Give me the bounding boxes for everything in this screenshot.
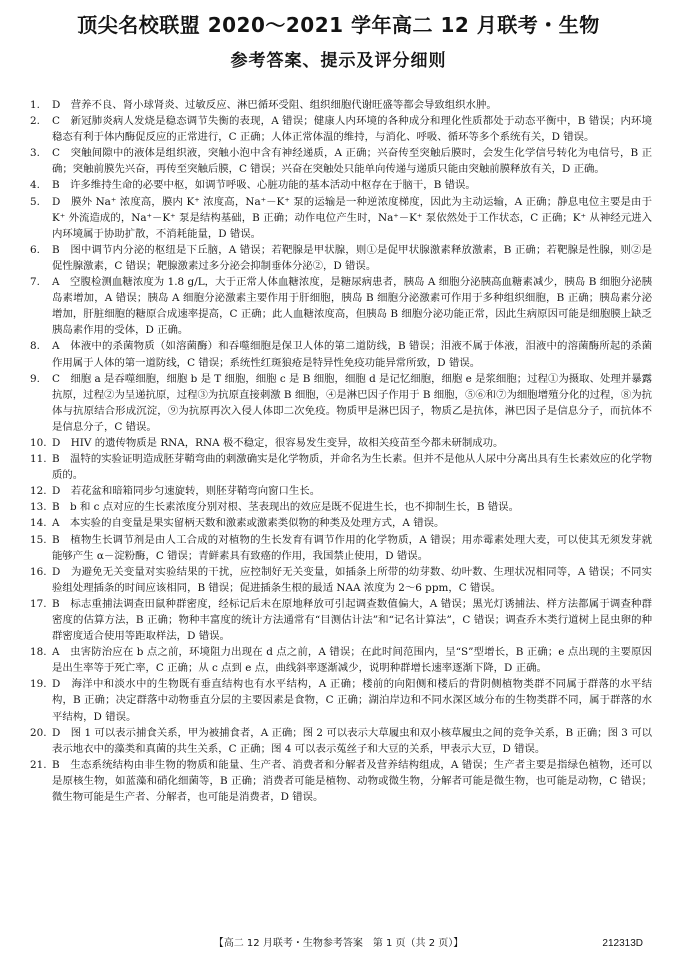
answer-text: B 植物生长调节剂是由人工合成的对植物的生长发育有调节作用的化学物质，A 错误；用赤霉素处理大麦，可以使其无须发芽就能够产生 α－淀粉酶，C 错误；青鲜素具有致癌的作用，我国禁止使用，D 错误。 <box>52 533 652 562</box>
answer-text: C 细胞 a 是吞噬细胞，细胞 b 是 T 细胞，细胞 c 是 B 细胞，细胞 d 是记忆细胞，细胞 e 是浆细胞；过程①为摄取、处理并暴露抗原，过程②为呈递抗原，过程③为抗原直接刺激 B 细胞，④是淋巴因子作用于 B 细胞，⑤⑥和⑦为细胞增殖分化的过程，⑧为抗体与抗原结合形成沉淀，⑨为抗原再次入侵人体即二次免疫。物质甲是淋巴因子，物质乙是抗体，淋巴因子是信息分子，而抗体不是信息分子，C 错误。 <box>52 372 652 433</box>
page-footer <box>0 936 677 952</box>
answer-number: 19. <box>30 678 47 691</box>
answer-item <box>30 194 652 242</box>
answer-number: 7. <box>30 276 40 289</box>
answer-text: A 体液中的杀菌物质（如溶菌酶）和吞噬细胞是保卫人体的第二道防线，B 错误；泪液不属于体液，泪液中的溶菌酶所起的杀菌作用属于人体的第一道防线，C 错误；系统性红斑狼疮是特异性免疫功能异常所致，D 错误。 <box>52 340 652 369</box>
answer-number: 17. <box>30 597 47 610</box>
answer-number: 3. <box>30 147 40 160</box>
answer-text: B 许多维持生命的必要中枢，如调节呼吸、心脏功能的基本活动中枢存在于脑干，B 错误。 <box>52 179 476 192</box>
answer-text: B b 和 c 点对应的生长素浓度分别对根、茎表现出的效应是既不促进生长，也不抑制生长，B 错误。 <box>52 501 519 514</box>
answer-item <box>30 242 652 274</box>
answer-text: C 突触间隙中的液体是组织液，突触小泡中含有神经递质，A 正确；兴奋传至突触后膜时，会发生化学信号转化为电信号，B 正确；突触前膜先兴奋，再传至突触后膜，C 错误；兴奋在突触处只能单向传递与递质只能由突触前膜释放有关，D 正确。 <box>52 147 652 176</box>
answer-number: 18. <box>30 646 47 659</box>
answer-number: 8. <box>30 340 40 353</box>
answer-item <box>30 515 652 531</box>
answer-item <box>30 499 652 515</box>
answer-text: A 虫害防治应在 b 点之前，环境阻力出现在 d 点之前，A 错误；在此时间范围内，呈“S”型增长，B 正确；e 点出现的主要原因是出生率等于死亡率，C 正确；从 c 点到 e 点，曲线斜率逐渐减少，说明种群增长速率逐渐下降，D 正确。 <box>52 646 652 675</box>
answer-item <box>30 371 652 435</box>
footer-document-code: 212313D <box>602 938 643 949</box>
answer-number: 10. <box>30 436 47 449</box>
answer-number: 21. <box>30 758 47 771</box>
answer-item <box>30 274 652 338</box>
answer-text: D 若花盆和暗箱同步匀速旋转，则胚芽鞘弯向窗口生长。 <box>52 485 321 498</box>
answer-item <box>30 483 652 499</box>
answer-item <box>30 113 652 145</box>
answer-number: 5. <box>30 195 40 208</box>
answer-number: 6. <box>30 243 40 256</box>
answer-text: B 图中调节内分泌的枢纽是下丘脑，A 错误；若靶腺是甲状腺，则①是促甲状腺激素释放激素，B 正确；若靶腺是性腺，则②是促性腺激素，C 错误；靶腺激素过多分泌会抑制垂体分泌②，D 错误。 <box>52 243 652 272</box>
answer-number: 14. <box>30 517 47 530</box>
answer-text: D HIV 的遗传物质是 RNA，RNA 极不稳定，很容易发生变异，故相关疫苗至今都未研制成功。 <box>52 436 504 449</box>
answer-list <box>30 97 652 805</box>
answer-number: 9. <box>30 372 40 385</box>
answer-number: 15. <box>30 533 47 546</box>
answer-text: C 新冠肺炎病人发烧是稳态调节失衡的表现，A 错误；健康人内环境的各种成分和理化性质都处于动态平衡中，B 错误；内环境稳态有利于体内酶促反应的正常进行，C 正确；人体正常体温的维持，与消化、呼吸、循环等多个系统有关，D 错误。 <box>52 115 652 144</box>
answer-item <box>30 757 652 805</box>
answer-text: B 标志重捕法调查田鼠种群密度，经标记后未在原地释放可引起调查数值偏大，A 错误；黑光灯诱捕法、样方法都属于调查种群密度的估算方法，B 正确；物种丰富度的统计方法通常有“目测估计法”和“记名计算法”，C 错误；调查乔木类行道树上昆虫卵的种群密度适合使用等距取样法，D 错误。 <box>52 597 652 643</box>
answer-text: D 为避免无关变量对实验结果的干扰，应控制好无关变量，如插条上所带的幼芽数、幼叶数、生理状况相同等，A 错误；不同实验组处理插条的时间应该相同，B 错误；促进插条生根的最适 NAA 浓度为 2～6 ppm，C 错误。 <box>52 565 652 594</box>
answer-item <box>30 644 652 676</box>
answer-number: 2. <box>30 115 40 128</box>
answer-number: 11. <box>30 453 47 466</box>
answer-text: B 生态系统结构由非生物的物质和能量、生产者、消费者和分解者及营养结构组成，A 错误；生产者主要是指绿色植物，还可以是原核生物，如蓝藻和硝化细菌等，B 正确；消费者可能是植物、动物或微生物，分解者可能是微生物，也可能是动物，C 错误；微生物可能是生产者、分解者，也可能是消费者，D 错误。 <box>52 758 652 804</box>
answer-number: 13. <box>30 501 47 514</box>
answer-number: 4. <box>30 179 40 192</box>
answer-number: 20. <box>30 726 47 739</box>
answer-item <box>30 532 652 564</box>
answer-number: 1. <box>30 99 40 111</box>
answer-item <box>30 97 652 113</box>
answer-item <box>30 338 652 370</box>
answer-item <box>30 435 652 451</box>
answer-item <box>30 177 652 193</box>
answer-item <box>30 596 652 644</box>
answer-item <box>30 676 652 724</box>
answer-text: A 本实验的自变量是果实留柄天数和激素或激素类似物的种类及处理方式，A 错误。 <box>52 517 445 530</box>
answer-text: D 膜外 Na⁺ 浓度高，膜内 K⁺ 浓度高，Na⁺－K⁺ 泵的运输是一种逆浓度梯度，因此为主动运输，A 正确；静息电位主要是由于 K⁺ 外流造成的，Na⁺－K⁺ 泵是结构基础，B 正确；动作电位产生时，Na⁺－K⁺ 泵依然处于工作状态，C 正确；K⁺ 从神经元进入内环境属于协助扩散，不消耗能量，D 错误。 <box>52 195 652 240</box>
footer-page-info: 【高二 12 月联考・生物参考答案 第 1 页（共 2 页）】 <box>213 938 464 949</box>
answer-number: 12. <box>30 485 47 498</box>
answer-text: A 空腹检测血糖浓度为 1.8 g/L，大于正常人体血糖浓度，是糖尿病患者，胰岛 A 细胞分泌胰高血糖素减少，胰岛 B 细胞分泌胰岛素增加，A 错误；胰岛 A 细胞分泌激素主要作用于肝细胞，胰岛 B 细胞分泌激素可作用于多种组织细胞，B 正确；胰岛素分泌增加，肝脏细胞的糖原合成速率提高，C 正确；此人血糖浓度高，但胰岛 B 细胞分泌功能正常，因此生病原因可能是细胞膜上缺乏胰岛素作用的受体，D 正确。 <box>52 276 652 337</box>
answer-text: B 温特的实验证明造成胚芽鞘弯曲的刺激确实是化学物质，并命名为生长素。但并不是他从人尿中分离出具有生长素效应的化学物质的。 <box>52 453 652 482</box>
answer-item <box>30 145 652 177</box>
answer-item <box>30 451 652 483</box>
answer-item <box>30 564 652 596</box>
answer-number: 16. <box>30 565 47 578</box>
answer-text: D 图 1 可以表示捕食关系，甲为被捕食者，A 正确；图 2 可以表示大草履虫和双小核草履虫之间的竞争关系，B 正确；图 3 可以表示地衣中的藻类和真菌的共生关系，C 正确；图 4 可以表示菟丝子和大豆的关系，甲表示大豆，D 错误。 <box>52 726 652 755</box>
answer-text: D 海洋中和淡水中的生物既有垂直结构也有水平结构，A 正确；楼前的向阳侧和楼后的背阴侧植物类群不同属于群落的水平结构，B 正确；决定群落中动物垂直分层的主要因素是食物，C 正确；湖泊岸边和不同水深区域分布的生物类群不同，属于群落的水平结构，D 错误。 <box>52 678 652 723</box>
page-subtitle: 参考答案、提示及评分细则 <box>230 51 447 71</box>
answer-item <box>30 725 652 757</box>
answer-text: D 营养不良、肾小球肾炎、过敏反应、淋巴循环受阻、组织细胞代谢旺盛等都会导致组织水肿。 <box>52 99 497 111</box>
page-title: 顶尖名校联盟 2020～2021 学年高二 12 月联考・生物 <box>77 13 600 37</box>
